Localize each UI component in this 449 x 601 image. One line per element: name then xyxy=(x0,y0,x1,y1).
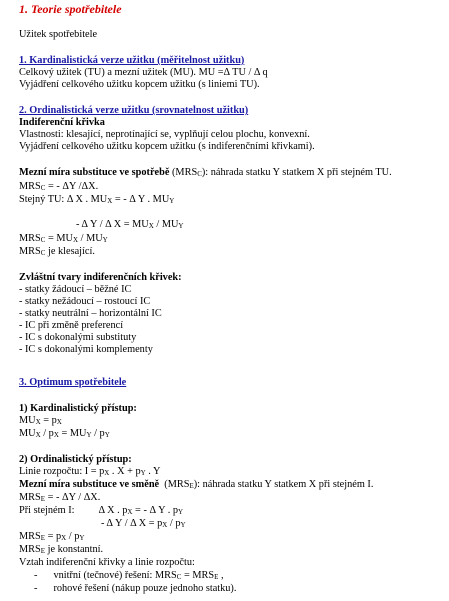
mrs-equals-mu-ratio: $MRS_C = MU_X / MU_Y$ xyxy=(19,233,108,244)
same-income-formula-2: - Δ Y / Δ $X = p_X / p_Y$ xyxy=(101,518,186,529)
same-tu-formula: Stejný TU: Δ X . $MU_X$ = - Δ Y . $MU_Y$ xyxy=(19,194,175,205)
section-1-heading: 1. Kardinalistická verze užitku (měřitelnost užitku) xyxy=(19,55,245,66)
document-title: 1. Teorie spotřebitele xyxy=(19,2,122,16)
budget-line-formula: Linie rozpočtu: $I = p_X$ . $X + p_Y$ . Y xyxy=(19,466,161,477)
same-income-formula-1: Při stejném I: Δ X . $p_X$ = - Δ Y . $p_Y$ xyxy=(19,505,184,516)
mrs-consumption-formula: $MRS_C$ = - ΔY /ΔX. xyxy=(19,181,99,192)
section-2-line-1: Vlastnosti: klesající, neprotínající se, vyplňují celou plochu, konvexní. xyxy=(19,129,310,140)
list-item: - statky nežádoucí – rostoucí IC xyxy=(19,296,151,307)
indifference-curve-subheading: Indiferenční křivka xyxy=(19,117,105,128)
list-item: - rohové řešení (nákup pouze jednoho statku). xyxy=(34,583,237,594)
section-1-line-1: Celkový užitek (TU) a mezní užitek (MU). MU =Δ TU / Δ q xyxy=(19,67,268,78)
cardinal-approach-heading: 1) Kardinalistický přístup: xyxy=(19,403,137,414)
section-3-heading: 3. Optimum spotřebitele xyxy=(19,377,127,388)
list-item: - IC při změně preferencí xyxy=(19,320,124,331)
marginal-utility-ratio-formula: - Δ Y / Δ $X = MU_X / MU_Y$ xyxy=(76,219,184,230)
cardinal-formula-1: $MU_X = p_X$ xyxy=(19,415,62,426)
mrs-decreasing-note: $MRS_C$ je klesající. xyxy=(19,246,95,257)
intro-text: Užitek spotřebitele xyxy=(19,29,98,40)
relation-heading: Vztah indiferenční křivky a linie rozpočtu: xyxy=(19,557,195,568)
special-shapes-heading: Zvláštní tvary indiferenčních křivek: xyxy=(19,272,182,283)
mrs-exchange-price-ratio: $MRS_E = p_X / p_Y$ xyxy=(19,531,85,542)
mrs-exchange-definition: Mezní míra substituce ve směně $(MRS_E)$: náhrada statku Y statkem X při stejném I. xyxy=(19,479,374,490)
ordinal-approach-heading: 2) Ordinalistický přístup: xyxy=(19,454,132,465)
list-item: - statky neutrální – horizontální IC xyxy=(19,308,162,319)
mrs-consumption-definition: Mezní míra substituce ve spotřebě $(MRS_C)$: náhrada statku Y statkem X při stejném TU. xyxy=(19,167,392,178)
list-item: - IC s dokonalými komplementy xyxy=(19,344,153,355)
list-item: - vnitřní (tečnové) řešení: $MRS_C = MRS_E$ , xyxy=(34,570,224,581)
section-2-line-2: Vyjádření celkového užitku kopcem užitku (s indiferenčními křivkami). xyxy=(19,141,315,152)
mrs-exchange-formula: $MRS_E$ = - ΔY / ΔX. xyxy=(19,492,101,503)
mrs-constant-note: $MRS_E$ je konstantní. xyxy=(19,544,104,555)
list-item: - statky žádoucí – běžné IC xyxy=(19,284,132,295)
section-1-line-2: Vyjádření celkového užitku kopcem užitku (s liniemi TU). xyxy=(19,79,260,90)
list-item: - IC s dokonalými substituty xyxy=(19,332,137,343)
section-2-heading: 2. Ordinalistická verze užitku (srovnatelnost užitku) xyxy=(19,105,249,116)
cardinal-formula-2: $MU_X / p_X = MU_Y / p_Y$ xyxy=(19,428,110,439)
